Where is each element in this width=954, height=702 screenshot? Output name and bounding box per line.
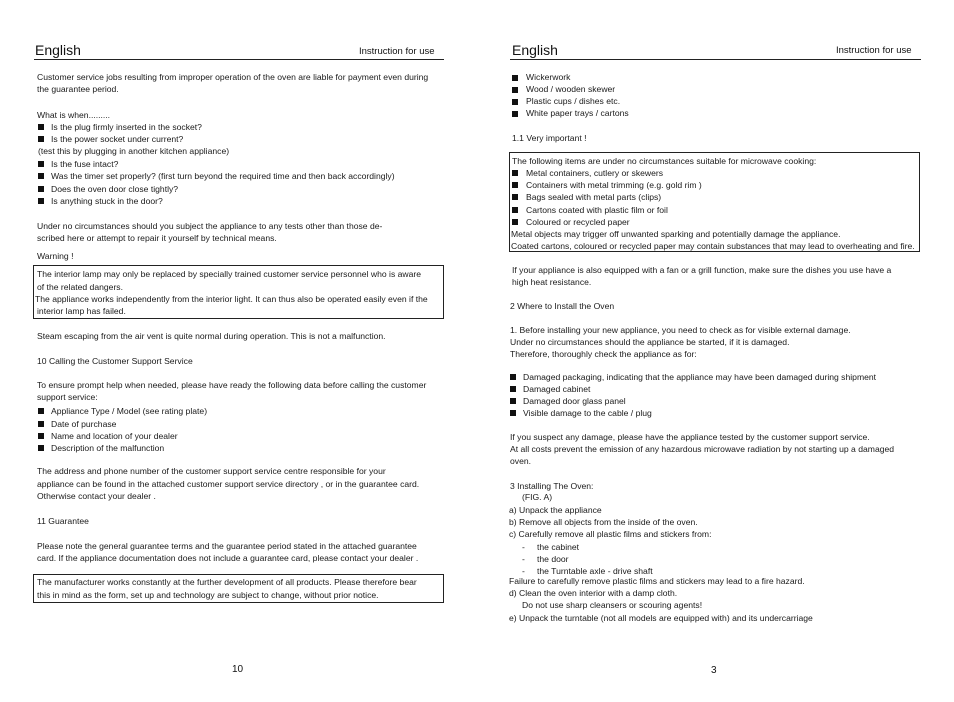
bullet-icon	[512, 170, 518, 176]
bullet-icon	[38, 198, 44, 204]
right-page-number: 3	[711, 665, 717, 676]
install-check-line-3: Therefore, thoroughly check the appliance as for:	[510, 349, 697, 359]
lamp-warning-line: of the related dangers.	[37, 282, 123, 292]
manufacturer-notice-line: The manufacturer works constantly at the further development of all products. Please therefore bear	[37, 577, 417, 587]
support-data-item: Description of the malfunction	[51, 443, 165, 453]
metal-objects-note: Metal objects may trigger off unwanted sparking and potentially damage the appliance.	[511, 229, 841, 239]
bullet-icon	[512, 207, 518, 213]
right-page	[477, 0, 954, 702]
suspect-damage-line-1: If you suspect any damage, please have the appliance tested by the customer support service.	[510, 432, 870, 442]
unsuitable-intro: The following items are under no circumstances suitable for microwave cooking:	[512, 156, 817, 166]
check-item: Was the timer set properly? (first turn beyond the required time and then back accordingly)	[51, 171, 395, 181]
steam-note: Steam escaping from the air vent is quite normal during operation. This is not a malfunction.	[37, 331, 386, 341]
cleanser-note: Do not use sharp cleansers or scouring agents!	[522, 600, 703, 610]
bullet-icon	[38, 124, 44, 130]
suitable-item: Plastic cups / dishes etc.	[526, 96, 621, 106]
support-data-item: Date of purchase	[51, 419, 117, 429]
bullet-icon	[512, 182, 518, 188]
right-language-title: English	[512, 42, 558, 58]
bullet-icon	[38, 408, 44, 414]
check-item: Is anything stuck in the door?	[51, 196, 163, 206]
bullet-icon	[38, 136, 44, 142]
suspect-damage-line-2: At all costs prevent the emission of any hazardous microwave radiation by not starting up a damaged	[510, 444, 895, 454]
install-check-line-1: 1. Before installing your new appliance, you need to check as for visible external damage.	[510, 325, 851, 335]
bullet-icon	[38, 445, 44, 451]
removal-sub-item: the door	[537, 554, 569, 564]
right-header-subtitle: Instruction for use	[836, 45, 912, 56]
bullet-icon	[512, 111, 518, 117]
check-item: Is the power socket under current?	[51, 134, 184, 144]
install-step: b) Remove all objects from the inside of the oven.	[509, 517, 698, 527]
lamp-warning-line: The appliance works independently from the interior light. It can thus also be operated easily even if the	[35, 294, 428, 304]
install-check-line-2: Under no circumstances should the appliance be started, if it is damaged.	[510, 337, 790, 347]
figure-reference: (FIG. A)	[522, 492, 553, 502]
removal-sub-item: the cabinet	[537, 542, 580, 552]
section-2-title: 2 Where to Install the Oven	[510, 301, 615, 311]
suitable-item: Wickerwork	[526, 72, 571, 82]
bullet-icon	[510, 374, 516, 380]
dash-marker: -	[522, 542, 525, 552]
left-intro-line-1: Customer service jobs resulting from improper operation of the oven are liable for payment even during	[37, 72, 429, 82]
suitable-item: Wood / wooden skewer	[526, 84, 616, 94]
bullet-icon	[38, 421, 44, 427]
fan-grill-line-1: If your appliance is also equipped with a fan or a grill function, make sure the dishes you use have a	[512, 265, 892, 275]
fire-hazard-note: Failure to carefully remove plastic films and stickers may lead to a fire hazard.	[509, 576, 805, 586]
bullet-icon	[510, 398, 516, 404]
check-item-note: (test this by plugging in another kitchen appliance)	[38, 146, 230, 156]
install-step: c) Carefully remove all plastic films and stickers from:	[509, 529, 712, 539]
lamp-warning-line: The interior lamp may only be replaced by specially trained customer service personnel who is aware	[37, 269, 422, 279]
check-item: Is the fuse intact?	[51, 159, 119, 169]
unsuitable-item: Coloured or recycled paper	[526, 217, 630, 227]
fan-grill-line-2: high heat resistance.	[512, 277, 592, 287]
tests-warning-line-2: scribed here or attempt to repair it yourself by technical means.	[37, 233, 277, 243]
damage-item: Visible damage to the cable / plug	[523, 408, 652, 418]
unsuitable-item: Containers with metal trimming (e.g. gold rim )	[526, 180, 702, 190]
unsuitable-item: Cartons coated with plastic film or foil	[526, 205, 668, 215]
check-item: Does the oven door close tightly?	[51, 184, 179, 194]
support-data-item: Appliance Type / Model (see rating plate)	[51, 406, 208, 416]
section-10-line-2: support service:	[37, 392, 98, 402]
unsuitable-item: Metal containers, cutlery or skewers	[526, 168, 664, 178]
left-language-title: English	[35, 42, 81, 58]
right-header-rule	[510, 59, 921, 60]
bullet-icon	[510, 410, 516, 416]
warning-label: Warning !	[37, 251, 74, 261]
install-step: d) Clean the oven interior with a damp cloth.	[509, 588, 678, 598]
suitable-item: White paper trays / cartons	[526, 108, 629, 118]
suspect-damage-line-3: oven.	[510, 456, 532, 466]
section-11-title: 11 Guarantee	[37, 516, 89, 526]
left-header-subtitle: Instruction for use	[359, 46, 435, 57]
install-step: a) Unpack the appliance	[509, 505, 602, 515]
guarantee-line-2: card. If the appliance documentation does not include a guarantee card, please contact your dealer .	[37, 553, 419, 563]
coated-cartons-note: Coated cartons, coloured or recycled paper may contain substances that may lead to overheating and fire.	[511, 241, 915, 251]
damage-item: Damaged packaging, indicating that the appliance may have been damaged during shipment	[523, 372, 877, 382]
bullet-icon	[510, 386, 516, 392]
bullet-icon	[512, 75, 518, 81]
bullet-icon	[512, 99, 518, 105]
address-line-1: The address and phone number of the customer support service centre responsible for your	[37, 466, 386, 476]
support-data-item: Name and location of your dealer	[51, 431, 178, 441]
address-line-2: appliance can be found in the attached customer support service directory , or in the guarantee card.	[37, 479, 420, 489]
manufacturer-notice-line: this in mind as the form, set up and technology are subject to change, without prior notice.	[37, 590, 379, 600]
lamp-warning-line: interior lamp has failed.	[37, 306, 126, 316]
install-step: e) Unpack the turntable (not all models are equipped with) and its undercarriage	[509, 613, 813, 623]
tests-warning-line-1: Under no circumstances should you subject the appliance to any tests other than those de-	[37, 221, 383, 231]
what-is-when-heading: What is when.........	[37, 110, 111, 120]
very-important-heading: 1.1 Very important !	[512, 133, 587, 143]
bullet-icon	[512, 219, 518, 225]
damage-item: Damaged cabinet	[523, 384, 591, 394]
section-10-title: 10 Calling the Customer Support Service	[37, 356, 193, 366]
address-line-3: Otherwise contact your dealer .	[37, 491, 156, 501]
left-page-number: 10	[232, 664, 244, 675]
bullet-icon	[512, 87, 518, 93]
bullet-icon	[38, 173, 44, 179]
left-header-rule	[34, 59, 444, 60]
dash-marker: -	[522, 566, 525, 576]
check-item: Is the plug firmly inserted in the socket?	[51, 122, 202, 132]
bullet-icon	[512, 194, 518, 200]
bullet-icon	[38, 161, 44, 167]
dash-marker: -	[522, 554, 525, 564]
guarantee-line-1: Please note the general guarantee terms and the guarantee period stated in the attached guarantee	[37, 541, 417, 551]
section-3-title: 3 Installing The Oven:	[510, 481, 594, 491]
damage-item: Damaged door glass panel	[523, 396, 626, 406]
unsuitable-item: Bags sealed with metal parts (clips)	[526, 192, 662, 202]
section-10-line-1: To ensure prompt help when needed, please have ready the following data before calling the customer	[37, 380, 427, 390]
left-intro-line-2: the guarantee period.	[37, 84, 119, 94]
bullet-icon	[38, 433, 44, 439]
removal-sub-item: the Turntable axle - drive shaft	[537, 566, 653, 576]
bullet-icon	[38, 186, 44, 192]
